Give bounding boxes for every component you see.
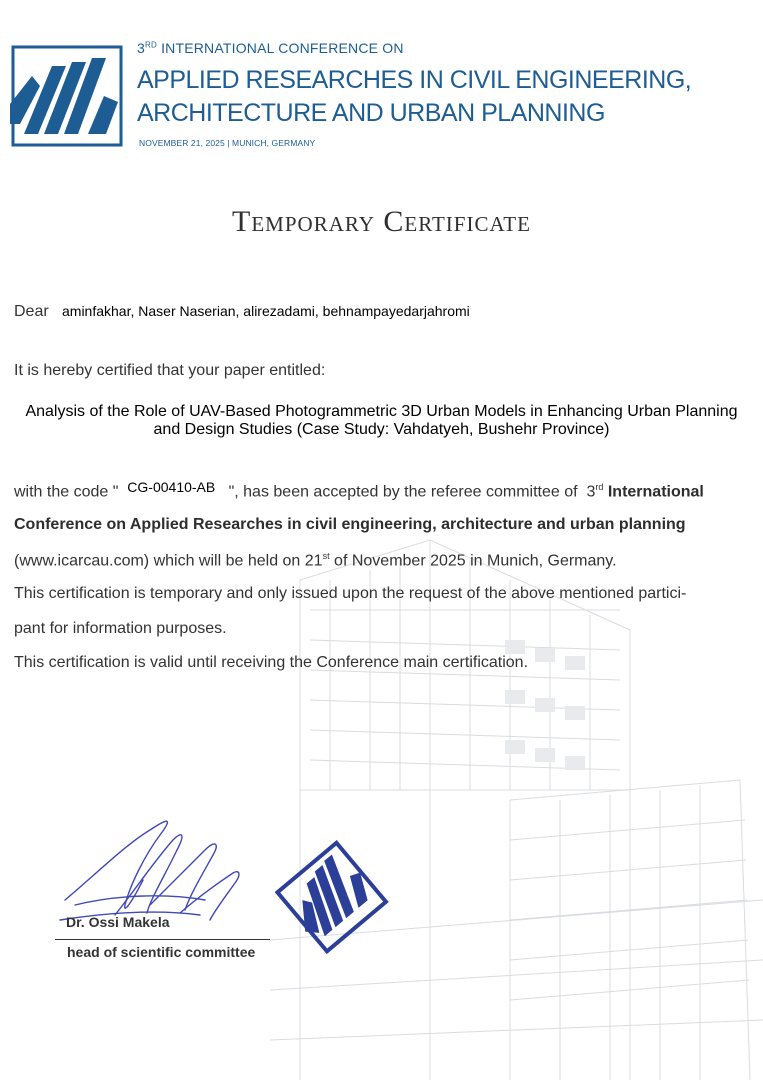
validity-notice: This certification is valid until receiving the Conference main certification.: [14, 654, 529, 671]
venue-suffix: of November 2025 in Munich, Germany.: [334, 552, 617, 570]
acceptance-mid: ", has been accepted by the referee committee of: [228, 483, 578, 501]
conference-number-suffix: RD: [145, 40, 157, 50]
building-watermark: [270, 520, 763, 1080]
salutation: Dear: [14, 303, 49, 320]
code-prefix: with the code ": [14, 483, 119, 501]
paper-title: Analysis of the Role of UAV-Based Photogrammetric 3D Urban Models in Enhancing Urban Planning and Design Studies (Case Study: Vahdatyeh, Bushehr Province): [25, 403, 738, 438]
conference-ordinal: 3: [586, 483, 596, 501]
signature-line: [55, 939, 270, 940]
certificate-title: Temporary Certificate: [232, 205, 531, 238]
recipient-names: aminfakhar, Naser Naserian, alirezadami, behnampayedarjahromi: [62, 303, 470, 319]
day-suffix: st: [322, 551, 330, 561]
temporary-notice-line2: pant for information purposes.: [14, 620, 227, 637]
conference-name-line: Conference on Applied Researches in civil engineering, architecture and urban planning: [14, 516, 686, 533]
temporary-notice-line1: This certification is temporary and only issued upon the request of the above mentioned partici-: [14, 585, 687, 602]
conference-number: 3: [137, 40, 145, 56]
venue-prefix: (www.icarcau.com) which will be held on 21: [14, 552, 323, 570]
conference-seal: [271, 837, 392, 958]
conference-date-location: NOVEMBER 21, 2025 | MUNICH, GERMANY: [139, 138, 316, 148]
venue-line: [14, 551, 617, 570]
conference-logo: [10, 44, 124, 148]
conference-line: INTERNATIONAL CONFERENCE ON: [161, 40, 404, 56]
conference-title: [137, 64, 691, 130]
conference-title-line1: APPLIED RESEARCHES IN CIVIL ENGINEERING,: [137, 66, 692, 94]
paper-code: CG-00410-AB: [127, 479, 216, 496]
conference-name-start: International: [607, 483, 704, 501]
certification-intro: It is hereby certified that your paper entitled:: [14, 362, 326, 379]
signatory-role: head of scientific committee: [67, 944, 256, 960]
conference-title-line2: ARCHITECTURE AND URBAN PLANNING: [137, 99, 605, 127]
acceptance-line: [14, 479, 704, 501]
signatory-name: Dr. Ossi Makela: [66, 914, 170, 930]
conference-number-line: [137, 40, 404, 56]
conference-ordinal-suffix: rd: [595, 482, 604, 492]
